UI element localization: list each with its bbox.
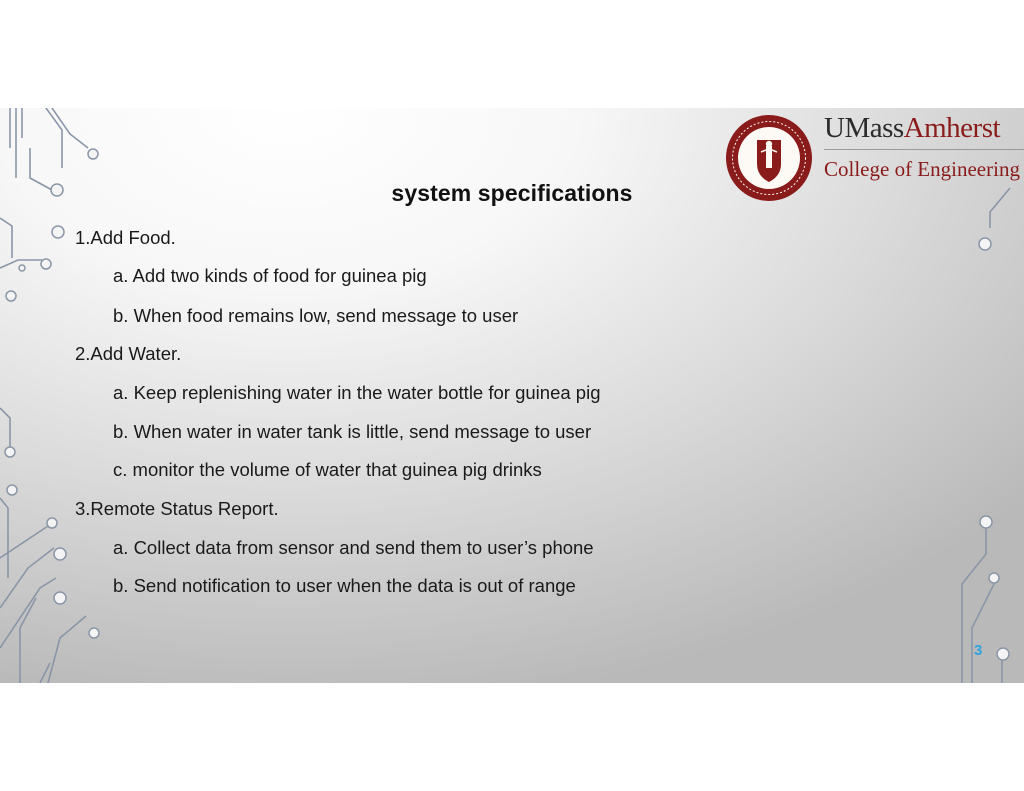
page-number: 3: [974, 642, 983, 659]
wordmark-umass: UMass: [824, 112, 904, 144]
spec-item-water-c: c. monitor the volume of water that guinea pig drinks: [113, 459, 542, 480]
umass-seal-icon: [725, 114, 813, 202]
spec-item-water-b: b. When water in water tank is little, send message to user: [113, 421, 592, 442]
spec-item-status-b: b. Send notification to user when the data is out of range: [113, 575, 576, 596]
spec-item-food-a: a. Add two kinds of food for guinea pig: [113, 265, 427, 286]
logo-divider: [824, 149, 1024, 150]
spec-item-status-a: a. Collect data from sensor and send them to user’s phone: [113, 537, 594, 558]
spec-item-water-a: a. Keep replenishing water in the water bottle for guinea pig: [113, 382, 601, 403]
slide: [0, 108, 1024, 683]
spec-heading-status: 3.Remote Status Report.: [75, 498, 279, 519]
wordmark-amherst: Amherst: [903, 112, 1001, 144]
slide-title: system specifications: [391, 180, 633, 206]
spec-heading-food: 1.Add Food.: [75, 227, 176, 248]
spec-heading-water: 2.Add Water.: [75, 343, 182, 364]
spec-item-food-b: b. When food remains low, send message to user: [113, 305, 519, 326]
college-of-engineering-label: College of Engineering: [824, 157, 1020, 181]
umass-amherst-wordmark: [824, 112, 1000, 145]
